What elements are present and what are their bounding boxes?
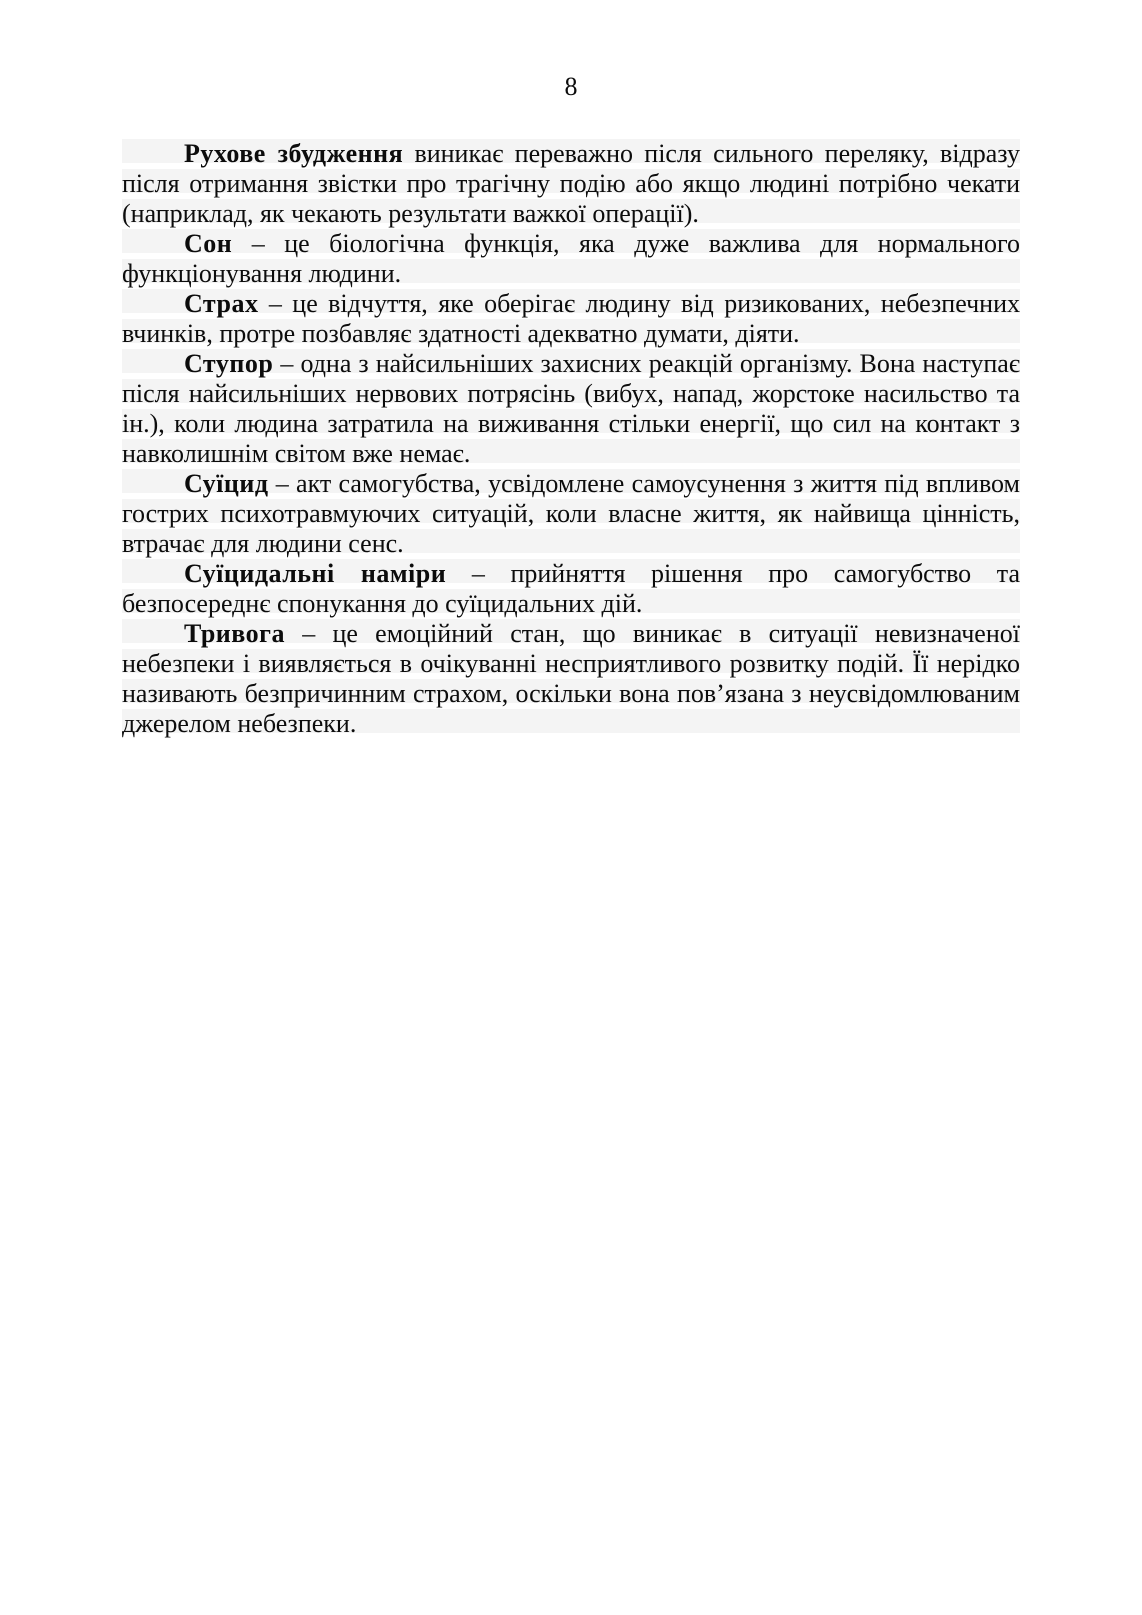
term-ruhove-zbudzhennia: Рухове збудження bbox=[184, 139, 404, 168]
page-text-block bbox=[122, 139, 1020, 739]
paragraph-stupor bbox=[122, 349, 1020, 469]
paragraph-text: – це біологічна функція, яка дуже важлива для нормального функціонування людини. bbox=[122, 229, 1020, 288]
paragraph-suitsyd bbox=[122, 469, 1020, 559]
term-tryvoha: Тривога bbox=[184, 619, 285, 648]
page-number: 8 bbox=[564, 72, 578, 101]
paragraph-son bbox=[122, 229, 1020, 289]
paragraph-tryvoha bbox=[122, 619, 1020, 739]
term-strakh: Страх bbox=[184, 289, 259, 318]
paragraph-text: – одна з найсильніших захисних реакцій організму. Вона наступає після найсильніших нервових потрясінь (вибух, напад, жорстоке насильство та ін.), коли людина затратила на виживання стільки енергії, що сил на контакт з навколишнім світом вже немає. bbox=[122, 349, 1020, 468]
term-suitsyd: Суїцид bbox=[184, 469, 269, 498]
paragraph-text: – акт самогубства, усвідомлене самоусунення з життя під впливом гострих психотравмуючих ситуацій, коли власне життя, як найвища цінність, втрачає для людини сенс. bbox=[122, 469, 1021, 558]
term-stupor: Ступор bbox=[184, 349, 274, 378]
paragraph-text: – прийняття рішення про самогубство та безпосереднє спонукання до суїцидальних дій. bbox=[122, 559, 1021, 618]
term-son: Сон bbox=[184, 229, 233, 258]
paragraph-ruhove-zbudzhennia bbox=[122, 139, 1020, 229]
paragraph-text: – це відчуття, яке оберігає людину від ризикованих, небезпечних вчинків, протре позбавляє здатності адекватно думати, діяти. bbox=[122, 289, 1020, 348]
paragraph-strakh bbox=[122, 289, 1020, 349]
paragraph-text: виникає переважно після сильного переляку, відразу після отримання звістки про трагічну подію або якщо людині потрібно чекати (наприклад, як чекають результати важкої операції). bbox=[122, 139, 1021, 228]
term-suitsydalni-namiry: Суїцидальні наміри bbox=[184, 559, 447, 588]
paragraph-suitsydalni-namiry bbox=[122, 559, 1020, 619]
paragraph-text: – це емоційний стан, що виникає в ситуації невизначеної небезпеки і виявляється в очікуванні несприятливого розвитку подій. Її нерідко називають безпричинним страхом, оскільки вона пов’язана з неусвідомлюваним джерелом небезпеки. bbox=[122, 619, 1020, 738]
